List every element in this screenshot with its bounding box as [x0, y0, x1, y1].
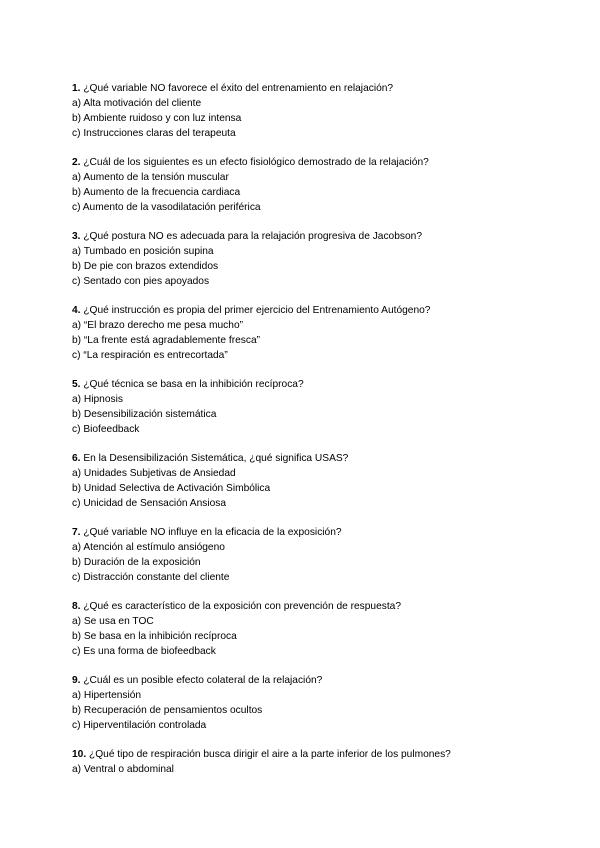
- answer-option: c) Distracción constante del cliente: [72, 572, 230, 583]
- answer-option: a) Tumbado en posición supina: [72, 246, 214, 257]
- answer-option: b) “La frente está agradablemente fresca”: [72, 335, 261, 346]
- answer-option: b) De pie con brazos extendidos: [72, 261, 219, 272]
- question-prompt: ¿Qué tipo de respiración busca dirigir el aire a la parte inferior de los pulmones?: [86, 749, 451, 760]
- question-prompt: ¿Qué técnica se basa en la inhibición recíproca?: [80, 379, 304, 390]
- answer-option: a) Se usa en TOC: [72, 616, 154, 627]
- question-text: [72, 747, 542, 762]
- question-number: 1.: [72, 83, 81, 94]
- answer-option: c) Instrucciones claras del terapeuta: [72, 128, 236, 139]
- question-number: 6.: [72, 453, 81, 464]
- answer-option: a) Atención al estímulo ansiógeno: [72, 542, 225, 553]
- answer-option: c) Biofeedback: [72, 424, 140, 435]
- question-number: 10.: [72, 749, 87, 760]
- answer-option: b) Aumento de la frecuencia cardiaca: [72, 187, 241, 198]
- question-item: [72, 525, 542, 585]
- quiz-page: [72, 81, 542, 791]
- answer-option: a) Hipnosis: [72, 394, 123, 405]
- answer-option: a) Aumento de la tensión muscular: [72, 172, 229, 183]
- answer-option: b) Ambiente ruidoso y con luz intensa: [72, 113, 242, 124]
- answer-option: b) Recuperación de pensamientos ocultos: [72, 705, 263, 716]
- answer-option: b) Unidad Selectiva de Activación Simbólica: [72, 483, 271, 494]
- answer-option: c) Sentado con pies apoyados: [72, 276, 210, 287]
- answer-option: a) “El brazo derecho me pesa mucho”: [72, 320, 244, 331]
- question-item: [72, 229, 542, 289]
- question-text: [72, 451, 542, 466]
- answer-option: c) Unicidad de Sensación Ansiosa: [72, 498, 227, 509]
- question-item: [72, 451, 542, 511]
- answer-option: a) Alta motivación del cliente: [72, 98, 202, 109]
- question-item: [72, 155, 542, 215]
- question-text: [72, 229, 542, 244]
- question-text: [72, 673, 542, 688]
- question-number: 3.: [72, 231, 81, 242]
- question-text: [72, 525, 542, 540]
- question-prompt: ¿Cuál es un posible efecto colateral de la relajación?: [80, 675, 323, 686]
- question-item: [72, 377, 542, 437]
- question-number: 2.: [72, 157, 81, 168]
- question-item: [72, 599, 542, 659]
- question-item: [72, 747, 542, 777]
- question-number: 7.: [72, 527, 81, 538]
- question-prompt: ¿Qué es característico de la exposición con prevención de respuesta?: [80, 601, 402, 612]
- question-text: [72, 599, 542, 614]
- answer-option: c) Hiperventilación controlada: [72, 720, 207, 731]
- question-item: [72, 673, 542, 733]
- question-prompt: ¿Cuál de los siguientes es un efecto fisiológico demostrado de la relajación?: [80, 157, 429, 168]
- answer-option: b) Se basa en la inhibición recíproca: [72, 631, 237, 642]
- answer-option: c) “La respiración es entrecortada”: [72, 350, 228, 361]
- question-number: 8.: [72, 601, 81, 612]
- answer-option: a) Hipertensión: [72, 690, 142, 701]
- question-prompt: ¿Qué instrucción es propia del primer ejercicio del Entrenamiento Autógeno?: [80, 305, 431, 316]
- answer-option: a) Unidades Subjetivas de Ansiedad: [72, 468, 236, 479]
- question-text: [72, 377, 542, 392]
- answer-option: b) Duración de la exposición: [72, 557, 201, 568]
- question-number: 5.: [72, 379, 81, 390]
- question-number: 4.: [72, 305, 81, 316]
- question-prompt: En la Desensibilización Sistemática, ¿qué significa USAS?: [80, 453, 349, 464]
- question-prompt: ¿Qué variable NO influye en la eficacia de la exposición?: [80, 527, 342, 538]
- question-prompt: ¿Qué postura NO es adecuada para la relajación progresiva de Jacobson?: [80, 231, 422, 242]
- question-text: [72, 155, 542, 170]
- question-text: [72, 303, 542, 318]
- answer-option: c) Aumento de la vasodilatación periférica: [72, 202, 261, 213]
- question-list: [72, 81, 542, 777]
- question-item: [72, 303, 542, 363]
- question-item: [72, 81, 542, 141]
- answer-option: b) Desensibilización sistemática: [72, 409, 217, 420]
- question-prompt: ¿Qué variable NO favorece el éxito del entrenamiento en relajación?: [80, 83, 394, 94]
- question-text: [72, 81, 542, 96]
- answer-option: c) Es una forma de biofeedback: [72, 646, 216, 657]
- question-number: 9.: [72, 675, 81, 686]
- answer-option: a) Ventral o abdominal: [72, 764, 174, 775]
